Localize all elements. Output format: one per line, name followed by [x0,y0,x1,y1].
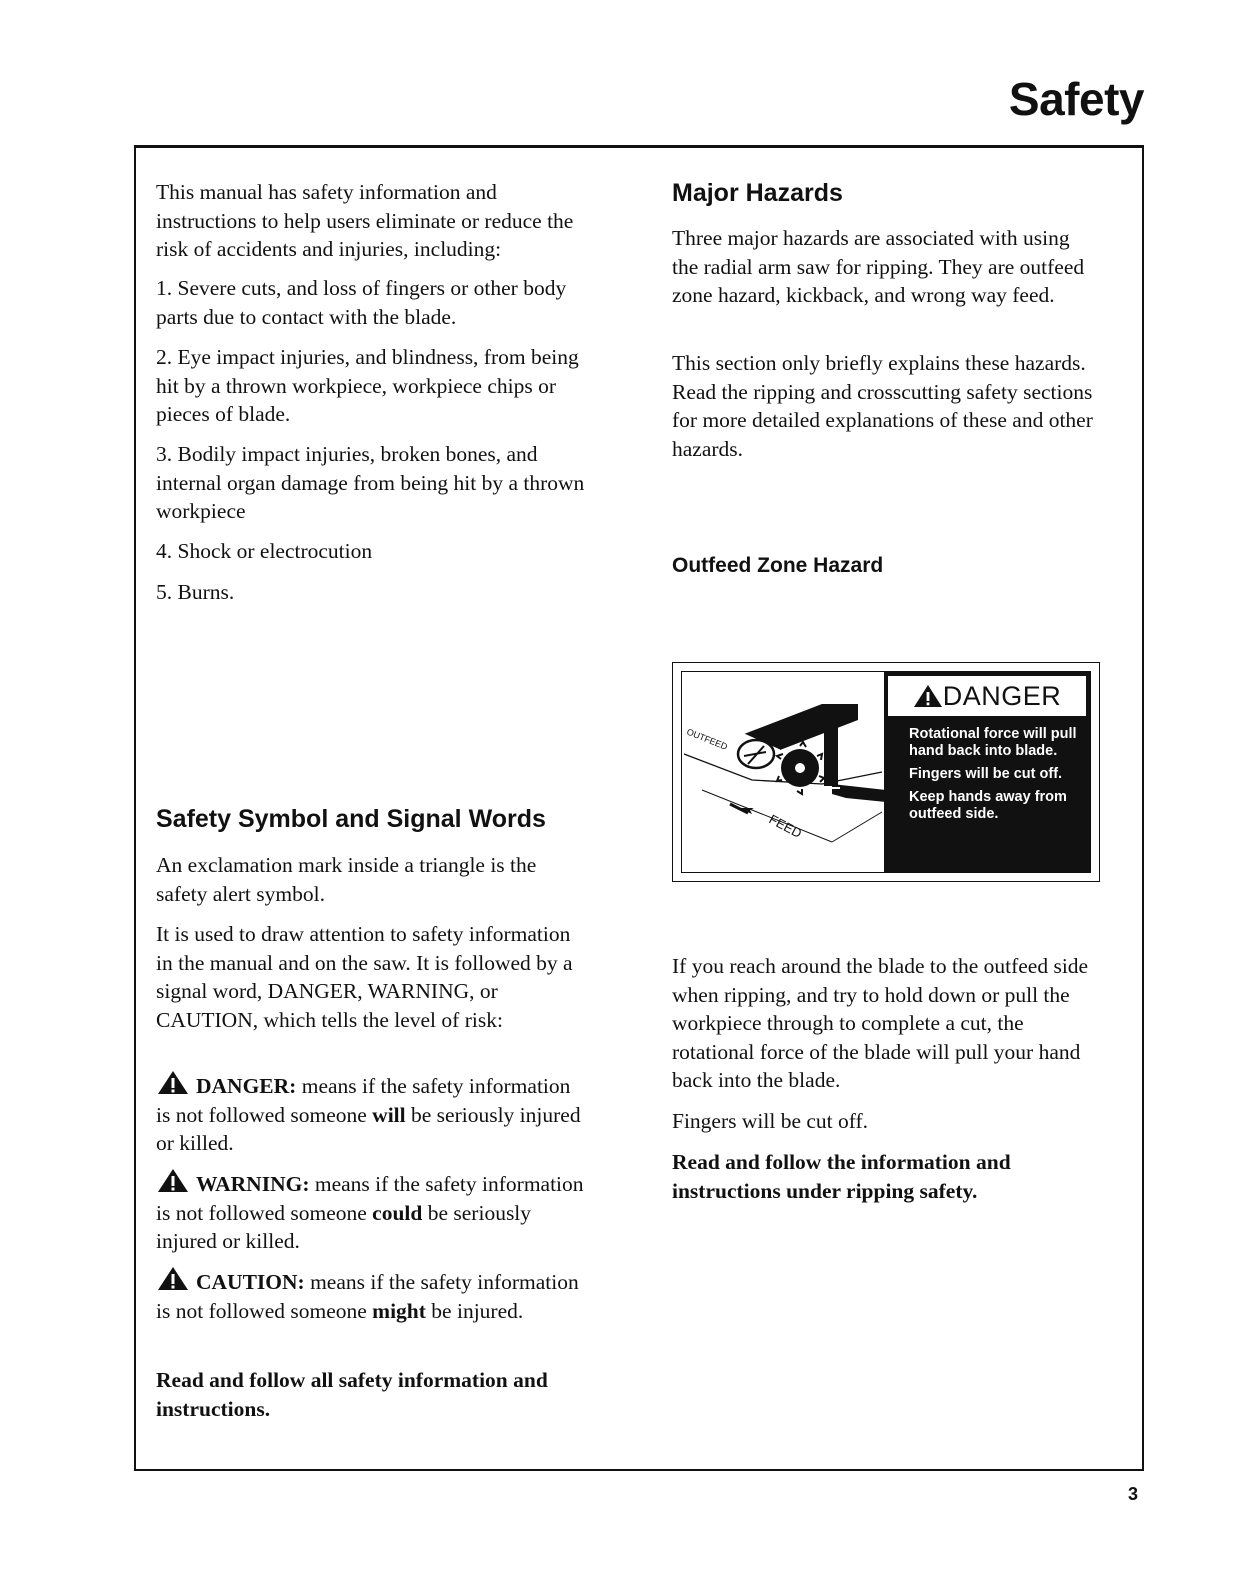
symbol-paragraph: It is used to draw attention to safety information in the manual and on the saw. It is followed by a signal word, DANGER, WARNING, or CAUTION, which tells the level of risk: [156,922,573,1032]
list-item: 5. Burns. [156,580,235,604]
danger-line: Rotational force will pull hand back into blade. [909,726,1077,759]
warning-definition [156,1167,586,1256]
signal-word: DANGER: [196,1074,297,1098]
definition-text: means if the safety information is not followed someone [156,1270,579,1323]
symbol-paragraph: An exclamation mark inside a triangle is the safety alert symbol. [156,853,537,906]
safety-alert-icon [156,1167,190,1193]
danger-line: Fingers will be cut off. [909,766,1063,782]
page-title: Safety [1008,73,1144,125]
emphasis: might [372,1298,426,1323]
signal-word: WARNING: [196,1172,310,1196]
intro-paragraph: This manual has safety information and instructions to help users eliminate or reduce the risk of accidents and injuries, including: [156,180,574,261]
danger-label [672,662,1100,882]
safety-alert-icon [156,1265,190,1291]
danger-line: Keep hands away from outfeed side. [909,789,1067,822]
list-item: 4. Shock or electrocution [156,539,373,563]
danger-panel [884,672,1090,872]
list-item: 3. Bodily impact injuries, broken bones, and internal organ damage from being hit by a thrown workpiece [156,442,585,523]
hazards-paragraph: Three major hazards are associated with using the radial arm saw for ripping. They are outfeed zone hazard, kickback, and wrong way feed. [672,226,1085,307]
safety-alert-icon [913,684,943,708]
list-item: 1. Severe cuts, and loss of fingers or other body parts due to contact with the blade. [156,276,567,329]
saw-illustration [682,672,886,872]
signal-word: CAUTION: [196,1270,305,1294]
danger-signal-header [888,676,1086,716]
safety-alert-icon [156,1069,190,1095]
feed-text: FEED [766,811,805,841]
closing-text: Read and follow the information and instructions under ripping safety. [672,1150,1011,1203]
definition-text: be injured. [425,1298,524,1323]
definition-text: means if the safety information is not followed someone [156,1074,571,1127]
danger-label-inner [681,671,1091,873]
caution-definition [156,1265,586,1325]
outfeed-zone-heading: Outfeed Zone Hazard [672,554,884,577]
danger-definition [156,1069,586,1158]
closing-instruction [672,1148,1072,1205]
closing-text: Read and follow all safety information and instructions. [156,1368,548,1421]
page-number: 3 [1127,1484,1138,1504]
outfeed-text: OUTFEED [685,726,729,752]
definition-text: be seriously injured or killed. [156,1200,532,1253]
major-hazards-heading: Major Hazards [672,179,843,207]
danger-signal-word: DANGER [942,681,1062,711]
outfeed-paragraph: If you reach around the blade to the outfeed side when ripping, and try to hold down or pull the workpiece through to complete a cut, the rotational force of the blade will pull your hand back into the blade. [672,954,1089,1092]
definition-text: be seriously injured or killed. [156,1102,581,1155]
danger-message [909,726,1084,829]
emphasis: will [372,1102,406,1127]
closing-instruction [156,1366,566,1423]
outfeed-paragraph: Fingers will be cut off. [672,1109,869,1133]
emphasis: could [372,1200,423,1225]
list-item: 2. Eye impact injuries, and blindness, from being hit by a thrown workpiece, workpiece chips or pieces of blade. [156,345,579,426]
definition-text: means if the safety information is not followed someone [156,1172,584,1225]
content-frame [134,145,1144,1471]
hazards-paragraph: This section only briefly explains these hazards. Read the ripping and crosscutting safety sections for more detailed explanations of these and other hazards. [672,351,1093,461]
safety-symbol-heading: Safety Symbol and Signal Words [156,805,546,833]
